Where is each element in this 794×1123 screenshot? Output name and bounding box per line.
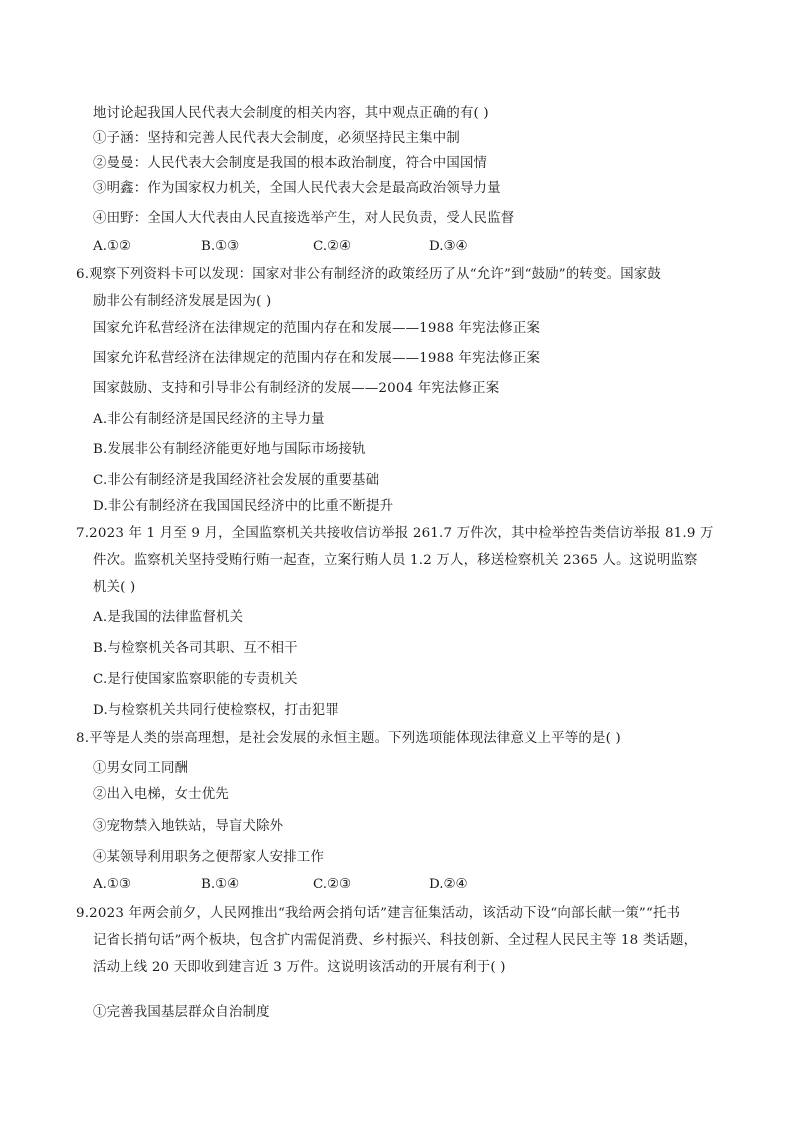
q5-stem: 地讨论起我国人民代表大会制度的相关内容，其中观点正确的有( ) [93, 106, 489, 121]
q8-item-4: ④某领导利用职务之便帮家人安排工作 [93, 850, 325, 865]
q5-choice-d: D.③④ [429, 239, 468, 254]
q6-card-2: 国家允许私营经济在法律规定的范围内存在和发展——1988 年宪法修正案 [93, 351, 541, 366]
q5-choice-c: C.②④ [313, 239, 352, 254]
q5-item-1: ①子涵：坚持和完善人民代表大会制度，必须坚持民主集中制 [93, 131, 460, 146]
q6-stem-line-2: 励非公有制经济发展是因为( ) [93, 294, 272, 309]
q7-option-c: C.是行使国家监察职能的专责机关 [93, 672, 298, 687]
q8-item-1: ①男女同工同酬 [93, 761, 189, 776]
q8-stem: 8.平等是人类的崇高理想，是社会发展的永恒主题。下列选项能体现法律意义上平等的是( ) [76, 731, 621, 746]
q7-option-a: A.是我国的法律监督机关 [93, 610, 244, 625]
q8-item-2: ②出入电梯，女士优先 [93, 787, 229, 802]
q6-option-b: B.发展非公有制经济能更好地与国际市场接轨 [93, 442, 366, 457]
q8-choice-a: A.①③ [93, 877, 131, 892]
q9-stem-line-2: 记省长捎句话”两个板块，包含扩内需促消费、乡村振兴、科技创新、全过程人民民主等 18 类话题， [93, 933, 698, 948]
q6-option-a: A.非公有制经济是国民经济的主导力量 [93, 412, 325, 427]
q9-stem-line-1: 9.2023 年两会前夕，人民网推出“我给两会捎句话”建言征集活动，该活动下设“向部长献一策”“托书 [76, 906, 681, 921]
q6-card-1: 国家允许私营经济在法律规定的范围内存在和发展——1988 年宪法修正案 [93, 321, 541, 336]
q5-item-4: ④田野：全国人大代表由人民直接选举产生，对人民负责，受人民监督 [93, 211, 515, 226]
q8-item-3: ③宠物禁入地铁站，导盲犬除外 [93, 819, 284, 834]
q5-item-3: ③明鑫：作为国家权力机关，全国人民代表大会是最高政治领导力量 [93, 181, 501, 196]
q7-stem-line-1: 7.2023 年 1 月至 9 月，全国监察机关共接收信访举报 261.7 万件次，其中检举控告类信访举报 81.9 万 [76, 526, 714, 541]
q9-stem-line-3: 活动上线 20 天即收到建言近 3 万件。这说明该活动的开展有利于( ) [93, 960, 506, 975]
q5-choice-b: B.①③ [201, 239, 240, 254]
q8-choice-b: B.①④ [201, 877, 240, 892]
q5-item-2: ②曼曼：人民代表大会制度是我国的根本政治制度，符合中国国情 [93, 156, 488, 171]
q6-stem-line-1: 6.观察下列资料卡可以发现：国家对非公有制经济的政策经历了从“允许”到“鼓励”的转变。国家鼓 [76, 267, 661, 282]
q9-item-1: ①完善我国基层群众自治制度 [93, 1005, 270, 1020]
q6-card-3: 国家鼓励、支持和引导非公有制经济的发展——2004 年宪法修正案 [93, 381, 500, 396]
q8-choice-d: D.②④ [429, 877, 468, 892]
q7-option-d: D.与检察机关共同行使检察权，打击犯罪 [93, 703, 339, 718]
q8-choice-c: C.②③ [313, 877, 352, 892]
q6-option-d: D.非公有制经济在我国国民经济中的比重不断提升 [93, 499, 394, 514]
q7-stem-line-2: 件次。监察机关坚持受贿行贿一起查，立案行贿人员 1.2 万人，移送检察机关 2365 人。这说明监察 [93, 553, 698, 568]
q7-stem-line-3: 机关( ) [93, 580, 136, 595]
q5-choice-a: A.①② [93, 239, 131, 254]
q7-option-b: B.与检察机关各司其职、互不相干 [93, 641, 298, 656]
q6-option-c: C.非公有制经济是我国经济社会发展的重要基础 [93, 473, 380, 488]
